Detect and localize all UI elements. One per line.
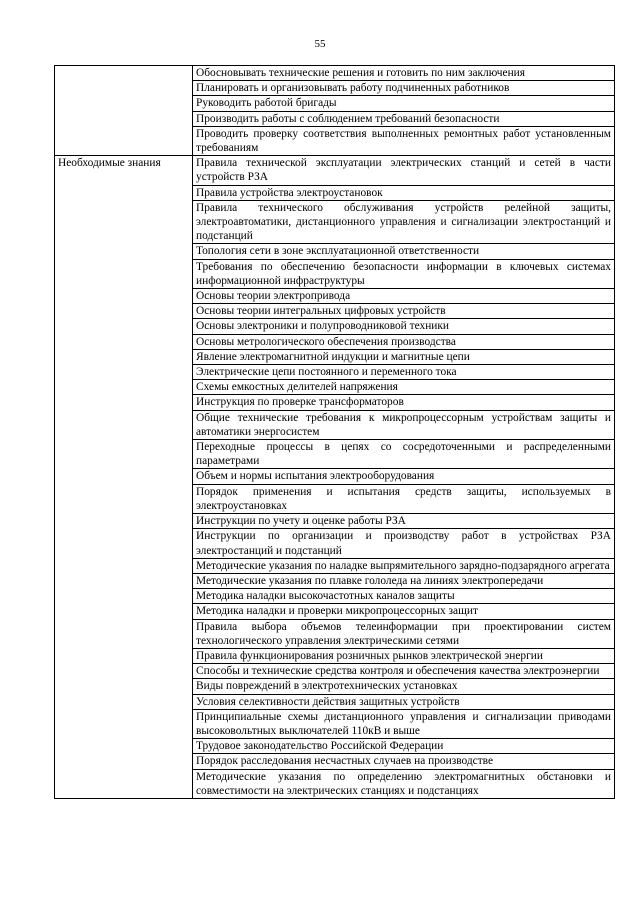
requirement-item: Методические указания по определению электромагнитных обстановки и совместимости на электрических станциях и подстанциях xyxy=(193,769,615,798)
requirement-item: Обосновывать технические решения и готовить по ним заключения xyxy=(193,66,615,81)
requirement-item: Проводить проверку соответствия выполненных ремонтных работ установленным требованиям xyxy=(193,126,615,155)
section-label xyxy=(55,66,193,156)
requirement-item: Порядок применения и испытания средств защиты, используемых в электроустановках xyxy=(193,484,615,513)
requirement-item: Переходные процессы в цепях со сосредоточенными и распределенными параметрами xyxy=(193,440,615,469)
requirement-item: Правила устройства электроустановок xyxy=(193,185,615,200)
requirement-item: Основы теории интегральных цифровых устройств xyxy=(193,304,615,319)
requirement-item: Условия селективности действия защитных устройств xyxy=(193,694,615,709)
requirement-item: Принципиальные схемы дистанционного управления и сигнализации приводами высоковольтных выключателей 110кВ и выше xyxy=(193,709,615,738)
requirement-item: Инструкции по учету и оценке работы РЗА xyxy=(193,514,615,529)
requirement-item: Правила выбора объемов телеинформации при проектировании систем технологического управления электрическими сетями xyxy=(193,619,615,648)
requirement-item: Правила технической эксплуатации электрических станций и сетей в части устройств РЗА xyxy=(193,156,615,185)
requirement-item: Трудовое законодательство Российской Федерации xyxy=(193,739,615,754)
requirement-item: Методика наладки высокочастотных каналов защиты xyxy=(193,589,615,604)
requirement-item: Электрические цепи постоянного и переменного тока xyxy=(193,365,615,380)
requirement-item: Методические указания по наладке выпрямительного зарядно-подзарядного агрегата xyxy=(193,558,615,573)
requirement-item: Объем и нормы испытания электрооборудования xyxy=(193,469,615,484)
requirement-item: Основы электроники и полупроводниковой техники xyxy=(193,319,615,334)
section-label: Необходимые знания xyxy=(55,156,193,799)
requirement-item: Порядок расследования несчастных случаев на производстве xyxy=(193,754,615,769)
requirement-item: Планировать и организовывать работу подчиненных работников xyxy=(193,81,615,96)
requirement-item: Правила функционирования розничных рынков электрической энергии xyxy=(193,648,615,663)
requirement-item: Основы метрологического обеспечения производства xyxy=(193,334,615,349)
requirement-item: Способы и технические средства контроля и обеспечения качества электроэнергии xyxy=(193,664,615,679)
requirement-item: Методические указания по плавке гололеда на линиях электропередачи xyxy=(193,573,615,588)
requirement-item: Методика наладки и проверки микропроцессорных защит xyxy=(193,604,615,619)
page-number: 55 xyxy=(314,38,326,50)
requirement-item: Инструкция по проверке трансформаторов xyxy=(193,395,615,410)
requirement-item: Инструкции по организации и производству работ в устройствах РЗА электростанций и подстанций xyxy=(193,529,615,558)
requirement-item: Общие технические требования к микропроцессорным устройствам защиты и автоматики энергосистем xyxy=(193,410,615,439)
requirement-item: Правила технического обслуживания устройств релейной защиты, электроавтоматики, дистанционного управления и сигнализации электростанций и подстанций xyxy=(193,200,615,244)
table-row xyxy=(55,156,615,185)
requirement-item: Явление электромагнитной индукции и магнитные цепи xyxy=(193,349,615,364)
requirement-item: Руководить работой бригады xyxy=(193,96,615,111)
requirement-item: Требования по обеспечению безопасности информации в ключевых системах информационной инфраструктуры xyxy=(193,259,615,288)
requirement-item: Виды повреждений в электротехнических установках xyxy=(193,679,615,694)
requirement-item: Производить работы с соблюдением требований безопасности xyxy=(193,111,615,126)
requirement-item: Основы теории электропривода xyxy=(193,289,615,304)
requirement-item: Топология сети в зоне эксплуатационной ответственности xyxy=(193,244,615,259)
table-body xyxy=(55,66,615,799)
requirement-item: Схемы емкостных делителей напряжения xyxy=(193,380,615,395)
requirements-table xyxy=(54,65,615,799)
table-row xyxy=(55,66,615,81)
